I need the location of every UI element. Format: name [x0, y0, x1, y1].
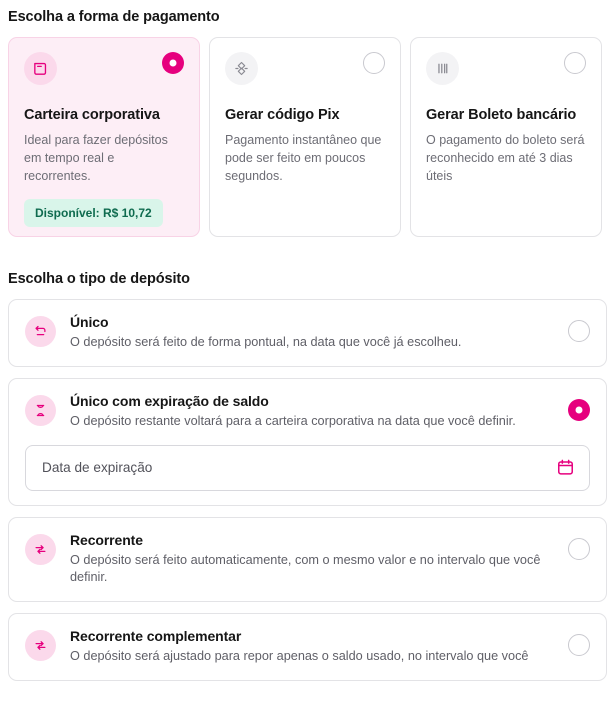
- deposit-configuration-page: [0, 9, 615, 709]
- payment-method-card-pix[interactable]: [209, 37, 401, 237]
- barcode-icon: [426, 52, 459, 85]
- expiration-date-field[interactable]: [25, 445, 590, 491]
- deposit-option-recorrente[interactable]: [8, 517, 607, 603]
- wallet-icon: [24, 52, 57, 85]
- payment-method-title: Gerar código Pix: [225, 107, 340, 123]
- deposit-option-radio-unico[interactable]: [568, 320, 590, 342]
- payment-method-title: Carteira corporativa: [24, 107, 160, 123]
- recurring-icon: [25, 630, 56, 661]
- payment-method-description: Pagamento instantâneo que pode ser feito em poucos segundos.: [225, 133, 382, 183]
- option-title: Único: [70, 314, 109, 330]
- option-text: [56, 628, 568, 666]
- card-header: [426, 52, 586, 85]
- payment-method-radio-pix[interactable]: [363, 52, 385, 74]
- single-deposit-icon: [25, 316, 56, 347]
- deposit-option-radio-unico-expiracao[interactable]: [568, 399, 590, 421]
- option-radio-wrap: [568, 532, 590, 566]
- option-row: [25, 628, 590, 666]
- wallet-balance-badge: Disponível: R$ 10,72: [24, 199, 163, 227]
- payment-method-radio-boleto[interactable]: [564, 52, 586, 74]
- payment-method-card-wallet[interactable]: [8, 37, 200, 237]
- option-radio-wrap: [568, 628, 590, 662]
- option-title: Recorrente: [70, 531, 143, 548]
- option-text: [56, 393, 568, 431]
- payment-method-description: Ideal para fazer depósitos em tempo real e recorrentes.: [24, 133, 168, 183]
- deposit-option-unico[interactable]: [8, 299, 607, 367]
- option-description: O depósito será feito automaticamente, com o mesmo valor e no intervalo que você definir.: [70, 552, 541, 585]
- option-row: [25, 314, 590, 352]
- option-radio-wrap: [568, 393, 590, 427]
- deposit-type-heading: Escolha o tipo de depósito: [8, 271, 190, 287]
- option-description: O depósito será ajustado para repor apenas o saldo usado, no intervalo que você: [70, 649, 529, 664]
- option-radio-wrap: [568, 314, 590, 348]
- expiration-date-placeholder[interactable]: Data de expiração: [42, 460, 153, 476]
- payment-method-card-boleto[interactable]: [410, 37, 602, 237]
- option-title: Recorrente complementar: [70, 628, 242, 645]
- recurring-icon: [25, 534, 56, 565]
- deposit-type-list: [8, 299, 607, 681]
- option-description: O depósito será feito de forma pontual, na data que você já escolheu.: [70, 335, 462, 349]
- deposit-option-radio-recorrente[interactable]: [568, 538, 590, 560]
- bottom-spacer: [0, 692, 615, 712]
- option-text: [56, 314, 568, 352]
- payment-method-heading: Escolha a forma de pagamento: [8, 9, 220, 25]
- card-header: [24, 52, 184, 85]
- hourglass-icon: [25, 395, 56, 426]
- deposit-option-unico-expiracao[interactable]: [8, 378, 607, 506]
- payment-method-description: O pagamento do boleto será reconhecido em até 3 dias úteis: [426, 133, 585, 183]
- option-description: O depósito restante voltará para a carteira corporativa na data que você definir.: [70, 413, 516, 428]
- payment-method-list: [8, 37, 615, 237]
- calendar-icon[interactable]: [556, 458, 575, 477]
- deposit-option-radio-recorrente-complementar[interactable]: [568, 634, 590, 656]
- card-header: [225, 52, 385, 85]
- payment-method-title: Gerar Boleto bancário: [426, 107, 577, 123]
- option-title: Único com expiração de saldo: [70, 392, 269, 409]
- option-row: [25, 393, 590, 431]
- payment-method-radio-wallet[interactable]: [162, 52, 184, 74]
- option-text: [56, 532, 568, 588]
- deposit-option-recorrente-complementar[interactable]: [8, 613, 607, 681]
- pix-icon: [225, 52, 258, 85]
- option-row: [25, 532, 590, 588]
